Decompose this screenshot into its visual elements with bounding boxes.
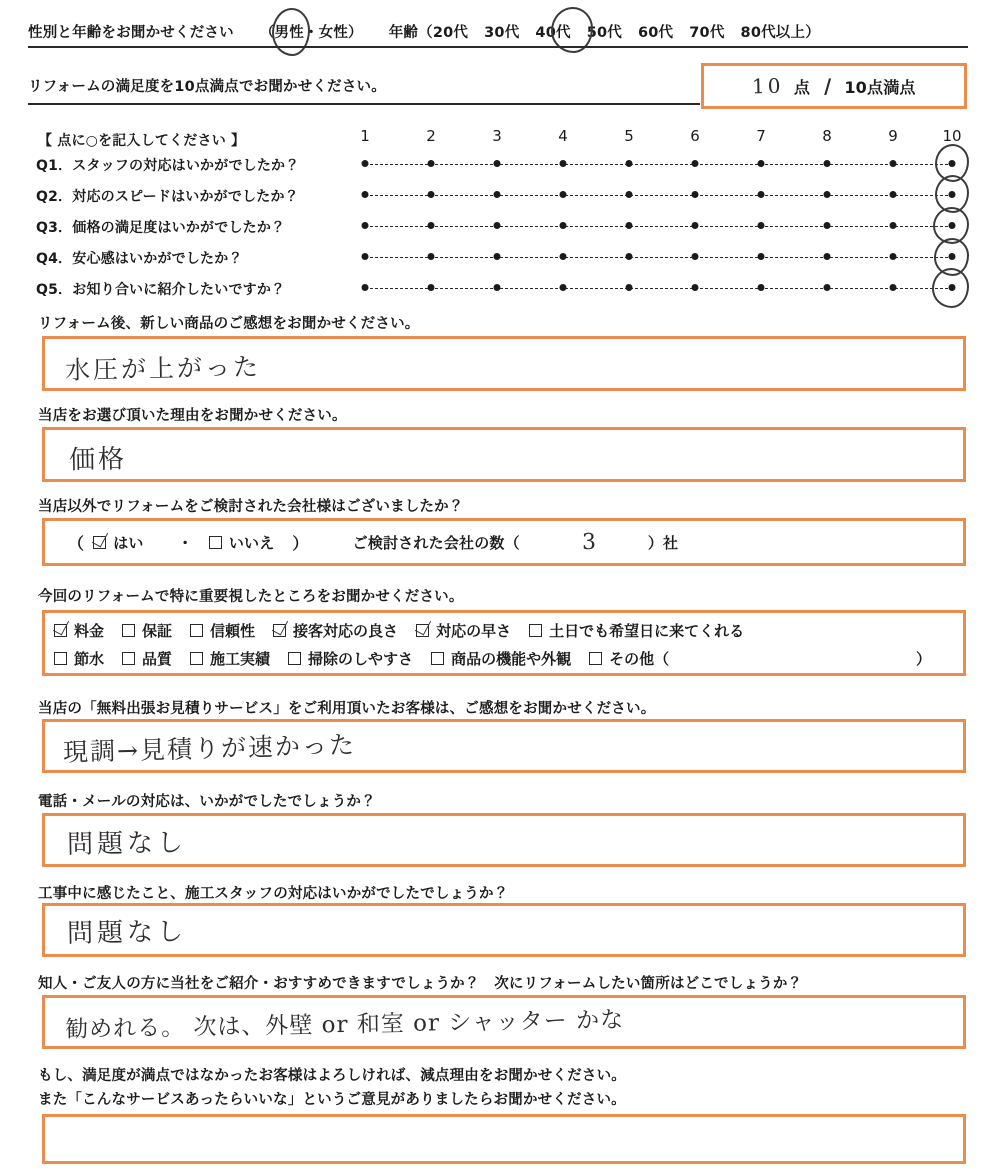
answer-box-reason-choice[interactable] [42, 427, 966, 482]
scale-label-5: 5 [624, 127, 634, 145]
answer-box-phone-mail[interactable] [42, 813, 966, 867]
company-count-suffix: ）社 [647, 534, 679, 552]
checkbox-priority-warranty[interactable] [122, 620, 172, 641]
rating-scale-labels [355, 127, 965, 147]
scale-point-7[interactable] [758, 160, 765, 167]
rating-scale-q1[interactable] [355, 158, 965, 172]
scale-point-6[interactable] [692, 222, 699, 229]
checkbox-empty-icon [190, 624, 203, 637]
scale-point-10[interactable] [949, 284, 956, 291]
checkbox-priority-track-record[interactable] [190, 648, 270, 669]
scale-point-2[interactable] [428, 253, 435, 260]
scale-label-2: 2 [426, 127, 436, 145]
priority-other-close-paren: ） [916, 650, 932, 668]
question-label-q1: Q1．スタッフの対応はいかがでしたか？ [36, 158, 300, 174]
section-label-improvement-line2: また「こんなサービスあったらいいな」というご意見がありましたらお聞かせください。 [38, 1092, 626, 1108]
scale-point-9[interactable] [890, 253, 897, 260]
answer-text-construction-staff: 問題なし [66, 916, 188, 950]
scale-point-5[interactable] [626, 160, 633, 167]
answer-text-referral: 勧めれる。 次は、外壁 or 和室 or シャッター かな [64, 1007, 625, 1043]
scale-track [365, 195, 948, 196]
rating-scale-q4[interactable] [355, 251, 965, 265]
satisfaction-divider-rule [28, 103, 700, 105]
answer-text-product-impression: 水圧が上がった [64, 352, 262, 385]
age-option-80s-plus[interactable]: 80代以上 [740, 24, 806, 41]
scale-point-8[interactable] [824, 284, 831, 291]
scale-point-3[interactable] [494, 253, 501, 260]
age-option-60s[interactable]: 60代 [637, 24, 674, 41]
checkbox-label-no: いいえ [228, 534, 275, 552]
age-option-50s[interactable]: 50代 [586, 24, 622, 41]
satisfaction-score-unit: 点 [793, 77, 811, 97]
scale-point-2[interactable] [428, 160, 435, 167]
priorities-row-1 [54, 620, 762, 641]
scale-point-10[interactable] [949, 222, 956, 229]
answer-text-free-estimate: 現調→見積りが速かった [62, 730, 357, 767]
checkbox-checked-icon [93, 536, 106, 549]
scale-point-1[interactable] [362, 284, 369, 291]
question-label-q2: Q2．対応のスピードはいかがでしたか？ [36, 189, 299, 205]
scale-point-3[interactable] [494, 191, 501, 198]
section-label-priorities: 今回のリフォームで特に重要視したところをお聞かせください。 [38, 589, 464, 605]
question-label-q3: Q3．価格の満足度はいかがでしたか？ [36, 220, 286, 236]
scale-point-10[interactable] [949, 160, 956, 167]
section-label-other-companies: 当店以外でリフォームをご検討された会社様はございましたか？ [38, 499, 464, 515]
scale-label-4: 4 [558, 127, 568, 145]
answer-box-construction-staff[interactable] [42, 903, 966, 957]
scale-track [365, 164, 948, 165]
scale-point-1[interactable] [362, 160, 369, 167]
scale-point-8[interactable] [824, 253, 831, 260]
section-label-phone-mail: 電話・メールの対応は、いかがでしたでしょうか？ [38, 794, 376, 810]
checkbox-label: 対応の早さ [436, 622, 512, 640]
checkbox-other-companies-no[interactable] [209, 532, 275, 553]
checkbox-label: その他（ [609, 650, 670, 668]
scale-label-3: 3 [492, 127, 502, 145]
rating-scale-q2[interactable] [355, 189, 965, 203]
rating-scale-q3[interactable] [355, 220, 965, 234]
scale-track [365, 288, 948, 289]
header-divider-rule [28, 46, 968, 48]
scale-point-7[interactable] [758, 191, 765, 198]
gender-open-paren: （ [259, 24, 275, 41]
scale-point-5[interactable] [626, 191, 633, 198]
scale-point-3[interactable] [494, 222, 501, 229]
scale-point-1[interactable] [362, 191, 369, 198]
scale-point-10[interactable] [949, 191, 956, 198]
priorities-row-2 [54, 648, 687, 669]
scale-point-5[interactable] [626, 284, 633, 291]
scale-label-7: 7 [756, 127, 766, 145]
checkbox-checked-icon [273, 624, 286, 637]
scale-point-6[interactable] [692, 191, 699, 198]
scale-point-6[interactable] [692, 284, 699, 291]
age-option-40s[interactable]: 40代 [535, 24, 571, 41]
checkbox-empty-icon [431, 652, 444, 665]
checkbox-label: 接客対応の良さ [293, 622, 399, 640]
checkbox-label: 土日でも希望日に来てくれる [549, 622, 745, 640]
checkbox-priority-reliability[interactable] [190, 620, 255, 641]
age-option-70s[interactable]: 70代 [689, 24, 725, 41]
scale-point-1[interactable] [362, 253, 369, 260]
scale-label-10: 10 [942, 127, 962, 145]
section-label-construction-staff: 工事中に感じたこと、施工スタッフの対応はいかがでしたでしょうか？ [38, 886, 509, 902]
yes-no-separator: ・ [177, 534, 193, 552]
checkbox-priority-weekend-visits[interactable] [529, 620, 744, 641]
scale-point-4[interactable] [560, 253, 567, 260]
checkbox-empty-icon [288, 652, 301, 665]
checkbox-empty-icon [209, 536, 222, 549]
checkbox-checked-icon [54, 624, 67, 637]
question-label-q4: Q4．安心感はいかがでしたか？ [36, 251, 243, 267]
scale-point-6[interactable] [692, 160, 699, 167]
scale-point-8[interactable] [824, 160, 831, 167]
scale-point-1[interactable] [362, 222, 369, 229]
scale-label-8: 8 [822, 127, 832, 145]
checkbox-label: 品質 [142, 650, 173, 668]
scale-point-2[interactable] [428, 284, 435, 291]
satisfaction-score-box[interactable] [701, 63, 967, 109]
scale-point-3[interactable] [494, 284, 501, 291]
scale-point-7[interactable] [758, 284, 765, 291]
section-label-product-impression: リフォーム後、新しい商品のご感想をお聞かせください。 [38, 316, 420, 332]
section-label-referral: 知人・ご友人の方に当社をご紹介・おすすめできますでしょうか？ 次にリフォームしたい箇所はどこでしょうか？ [38, 976, 803, 992]
section-label-improvement-line1: もし、満足度が満点ではなかったお客様はよろしければ、減点理由をお聞かせください。 [38, 1068, 626, 1084]
checkbox-priority-price[interactable] [54, 620, 104, 641]
scale-point-5[interactable] [626, 222, 633, 229]
scale-point-8[interactable] [824, 222, 831, 229]
answer-text-phone-mail: 問題なし [66, 827, 188, 861]
scale-point-10[interactable] [949, 253, 956, 260]
company-count-prefix: ご検討された会社の数（ [352, 534, 520, 552]
age-prefix: 年齢（ [388, 24, 433, 41]
scale-label-9: 9 [888, 127, 898, 145]
gender-option-female[interactable]: 女性 [318, 24, 349, 41]
checkbox-empty-icon [589, 652, 602, 665]
answer-box-product-impression[interactable] [42, 336, 966, 391]
checkbox-priority-other[interactable] [589, 648, 669, 669]
checkbox-label: 節水 [74, 650, 105, 668]
checkbox-label: 料金 [74, 622, 105, 640]
gender-option-male[interactable]: 男性 [274, 24, 304, 41]
checkbox-priority-product-features[interactable] [431, 648, 571, 669]
checkbox-label: 保証 [142, 622, 173, 640]
scale-point-9[interactable] [890, 284, 897, 291]
scale-point-5[interactable] [626, 253, 633, 260]
checkbox-priority-quality[interactable] [122, 648, 172, 669]
answer-text-reason-choice: 価格 [68, 444, 128, 476]
question-label-q5: Q5．お知り合いに紹介したいですか？ [36, 282, 286, 298]
answer-box-improvement[interactable] [42, 1114, 966, 1164]
scale-point-4[interactable] [560, 160, 567, 167]
checkbox-priority-response-speed[interactable] [416, 620, 511, 641]
scale-point-7[interactable] [758, 222, 765, 229]
checkbox-priority-easy-cleaning[interactable] [288, 648, 413, 669]
rating-instruction: 【 点に○を記入してください 】 [38, 133, 246, 149]
scale-point-7[interactable] [758, 253, 765, 260]
scale-point-3[interactable] [494, 160, 501, 167]
checkbox-empty-icon [122, 652, 135, 665]
scale-point-6[interactable] [692, 253, 699, 260]
checkbox-empty-icon [190, 652, 203, 665]
scale-label-1: 1 [360, 127, 370, 145]
satisfaction-score-max: 10点満点 [844, 77, 916, 97]
age-option-20s[interactable]: 20代 [432, 24, 469, 41]
scale-point-2[interactable] [428, 222, 435, 229]
scale-point-4[interactable] [560, 222, 567, 229]
scale-track [365, 257, 948, 258]
checkbox-empty-icon [529, 624, 542, 637]
checkbox-checked-icon [416, 624, 429, 637]
gender-age-prompt: 性別と年齢をお聞かせください [28, 24, 234, 41]
checkbox-label: 商品の機能や外観 [451, 650, 572, 668]
checkbox-empty-icon [54, 652, 67, 665]
checkbox-label-yes: はい [113, 534, 144, 552]
gender-close-paren: ） [348, 24, 363, 41]
age-option-30s[interactable]: 30代 [484, 24, 520, 41]
checkbox-label: 施工実績 [210, 650, 271, 668]
scale-track [365, 226, 948, 227]
checkbox-empty-icon [122, 624, 135, 637]
checkbox-label: 掃除のしやすさ [308, 650, 414, 668]
scale-point-4[interactable] [560, 284, 567, 291]
open-paren: （ [68, 534, 85, 553]
scale-point-9[interactable] [890, 160, 897, 167]
scale-point-8[interactable] [824, 191, 831, 198]
gender-separator: ・ [303, 24, 319, 41]
rating-scale-q5[interactable] [355, 282, 965, 296]
checkbox-priority-water-saving[interactable] [54, 648, 104, 669]
company-count-value: 3 [581, 529, 599, 556]
checkbox-priority-customer-service[interactable] [273, 620, 398, 641]
satisfaction-score-value: 10 [752, 73, 785, 99]
satisfaction-prompt: リフォームの満足度を10点満点でお聞かせください。 [28, 79, 386, 95]
other-companies-choice-row [68, 530, 678, 555]
section-label-reason-choice: 当店をお選び頂いた理由をお聞かせください。 [38, 408, 347, 424]
gender-age-row [28, 16, 968, 46]
satisfaction-score-slash: / [823, 73, 835, 99]
answer-box-free-estimate[interactable] [42, 719, 966, 773]
age-close-paren: ） [805, 24, 820, 41]
answer-box-referral[interactable] [42, 995, 966, 1049]
checkbox-label: 信頼性 [210, 622, 256, 640]
scale-label-6: 6 [690, 127, 700, 145]
scale-point-9[interactable] [890, 222, 897, 229]
checkbox-other-companies-yes[interactable] [93, 532, 143, 553]
scale-point-4[interactable] [560, 191, 567, 198]
section-label-free-estimate: 当店の「無料出張お見積りサービス」をご利用頂いたお客様は、ご感想をお聞かせください。 [38, 701, 656, 717]
close-paren: ） [292, 534, 309, 553]
scale-point-9[interactable] [890, 191, 897, 198]
scale-point-2[interactable] [428, 191, 435, 198]
